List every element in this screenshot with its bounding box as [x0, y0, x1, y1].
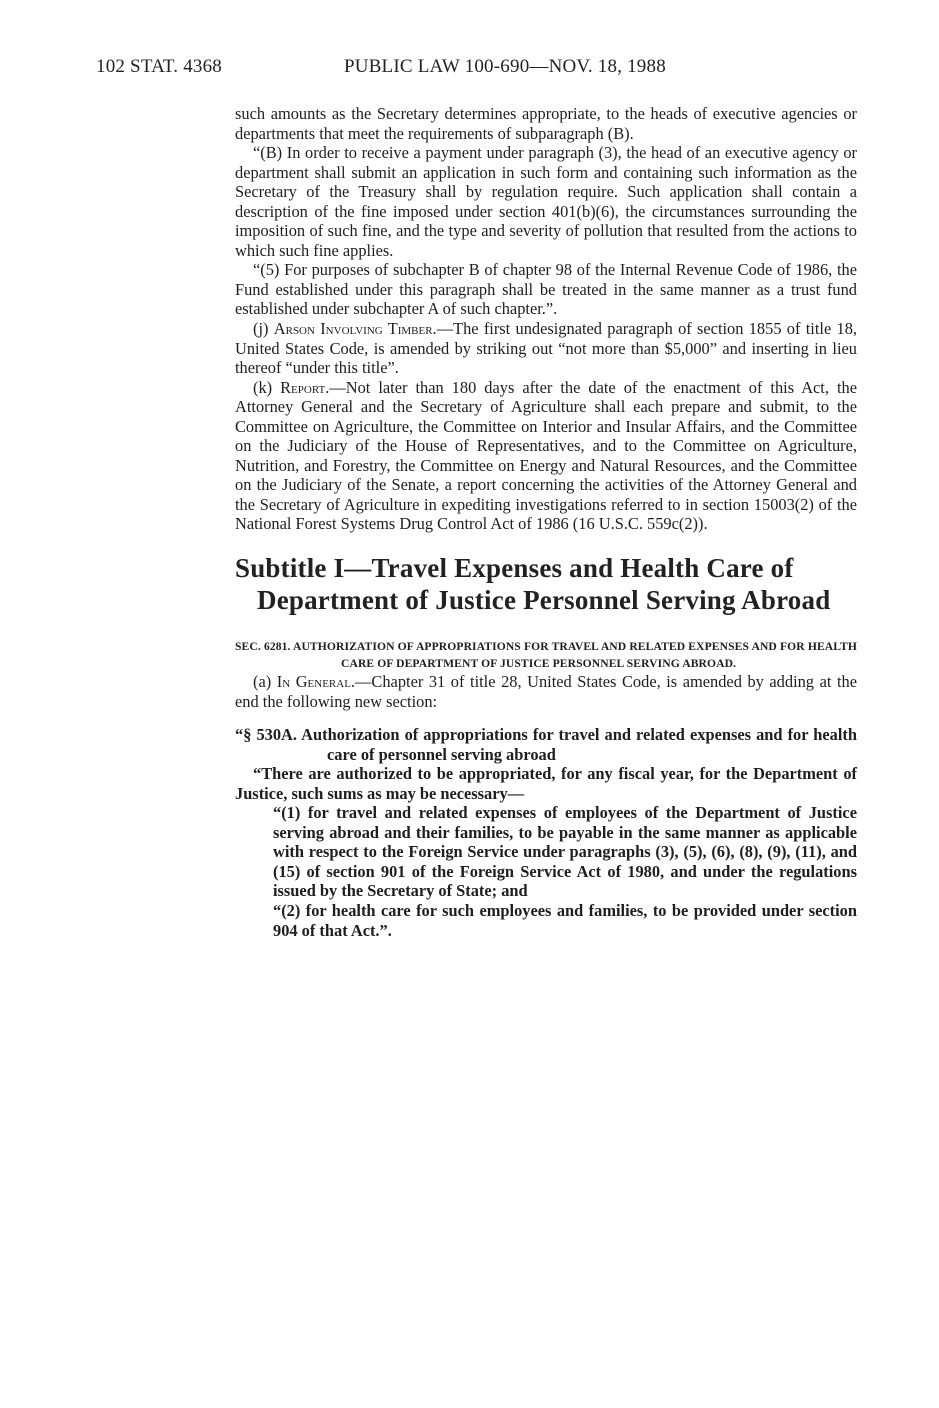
- subsection-j-label: (j): [253, 319, 274, 339]
- subparagraph-b: “(B) In order to receive a payment under paragraph (3), the head of an executive agency or department shall submit an application in such form and containing such information as the Secretary of the Treasury shall by regulation require. Such application shall contain a description of the fine imposed under section 401(b)(6), the circumstances surrounding the imposition of such fine, and the type and severity of pollution that resulted from the actions to which such fine applies.: [235, 143, 857, 260]
- subsection-j: [235, 319, 857, 378]
- subsection-j-text: —The first undesignated paragraph of section 1855 of title 18, United States Code, is amended by striking out “not more than $5,000” and inserting in lieu thereof “under this title”.: [235, 319, 858, 378]
- page-body: [235, 104, 857, 940]
- continued-paragraph: such amounts as the Secretary determines appropriate, to the heads of executive agencies or departments that meet the requirements of subparagraph (B).: [235, 104, 857, 143]
- subsection-a: [235, 672, 857, 711]
- new-section-intro: “There are authorized to be appropriated, for any fiscal year, for the Department of Justice, such sums as may be necessary—: [235, 764, 857, 803]
- new-section-heading: “§ 530A. Authorization of appropriations for travel and related expenses and for health care of personnel serving abroad: [235, 725, 857, 764]
- subsection-k-heading: Report.: [280, 377, 330, 397]
- subsection-a-text: —Chapter 31 of title 28, United States Code, is amended by adding at the end the following new section:: [235, 672, 857, 711]
- subsection-a-label: (a): [253, 672, 277, 692]
- item-1: “(1) for travel and related expenses of employees of the Department of Justice serving abroad and their families, to be payable in the same manner as applicable with respect to the Foreign Service under paragraphs (3), (5), (6), (8), (9), (11), and (15) of section 901 of the Foreign Service Act of 1980, and under the regulations issued by the Secretary of State; and: [273, 803, 857, 901]
- item-2: “(2) for health care for such employees and families, to be provided under section 904 of that Act.”.: [273, 900, 857, 940]
- section-heading: SEC. 6281. AUTHORIZATION OF APPROPRIATIONS FOR TRAVEL AND RELATED EXPENSES AND FOR HEALTH CARE OF DEPARTMENT OF JUSTICE PERSONNEL SERVING ABROAD.: [235, 640, 857, 671]
- subsection-a-heading: In General.: [276, 672, 356, 692]
- subtitle-heading: Subtitle I—Travel Expenses and Health Care of Department of Justice Personnel Serving Abroad: [235, 553, 831, 616]
- subsection-j-heading: Arson Involving Timber.: [273, 319, 437, 339]
- statute-page-number: 102 STAT. 4368: [96, 56, 223, 77]
- subsection-k-label: (k): [253, 377, 281, 397]
- subsection-k: [235, 378, 857, 534]
- public-law-title: PUBLIC LAW 100-690—NOV. 18, 1988: [344, 56, 666, 77]
- subsection-k-text: —Not later than 180 days after the date of the enactment of this Act, the Attorney General and the Secretary of Agriculture shall each prepare and submit, to the Committee on Agriculture, the Committee on Interior and Insular Affairs, and the Committee on the Judiciary of the House of Representatives, and to the Committee on Agriculture, Nutrition, and Forestry, the Committee on Energy and Natural Resources, and the Committee on the Judiciary of the Senate, a report concerning the activities of the Attorney General and the Secretary of Agriculture in expediting investigations referred to in section 15003(2) of the National Forest Systems Drug Control Act of 1986 (16 U.S.C. 559c(2)).: [235, 377, 857, 534]
- paragraph-5: “(5) For purposes of subchapter B of chapter 98 of the Internal Revenue Code of 1986, the Fund established under this paragraph shall be treated in the same manner as a trust fund established under subchapter A of such chapter.”.: [235, 260, 857, 319]
